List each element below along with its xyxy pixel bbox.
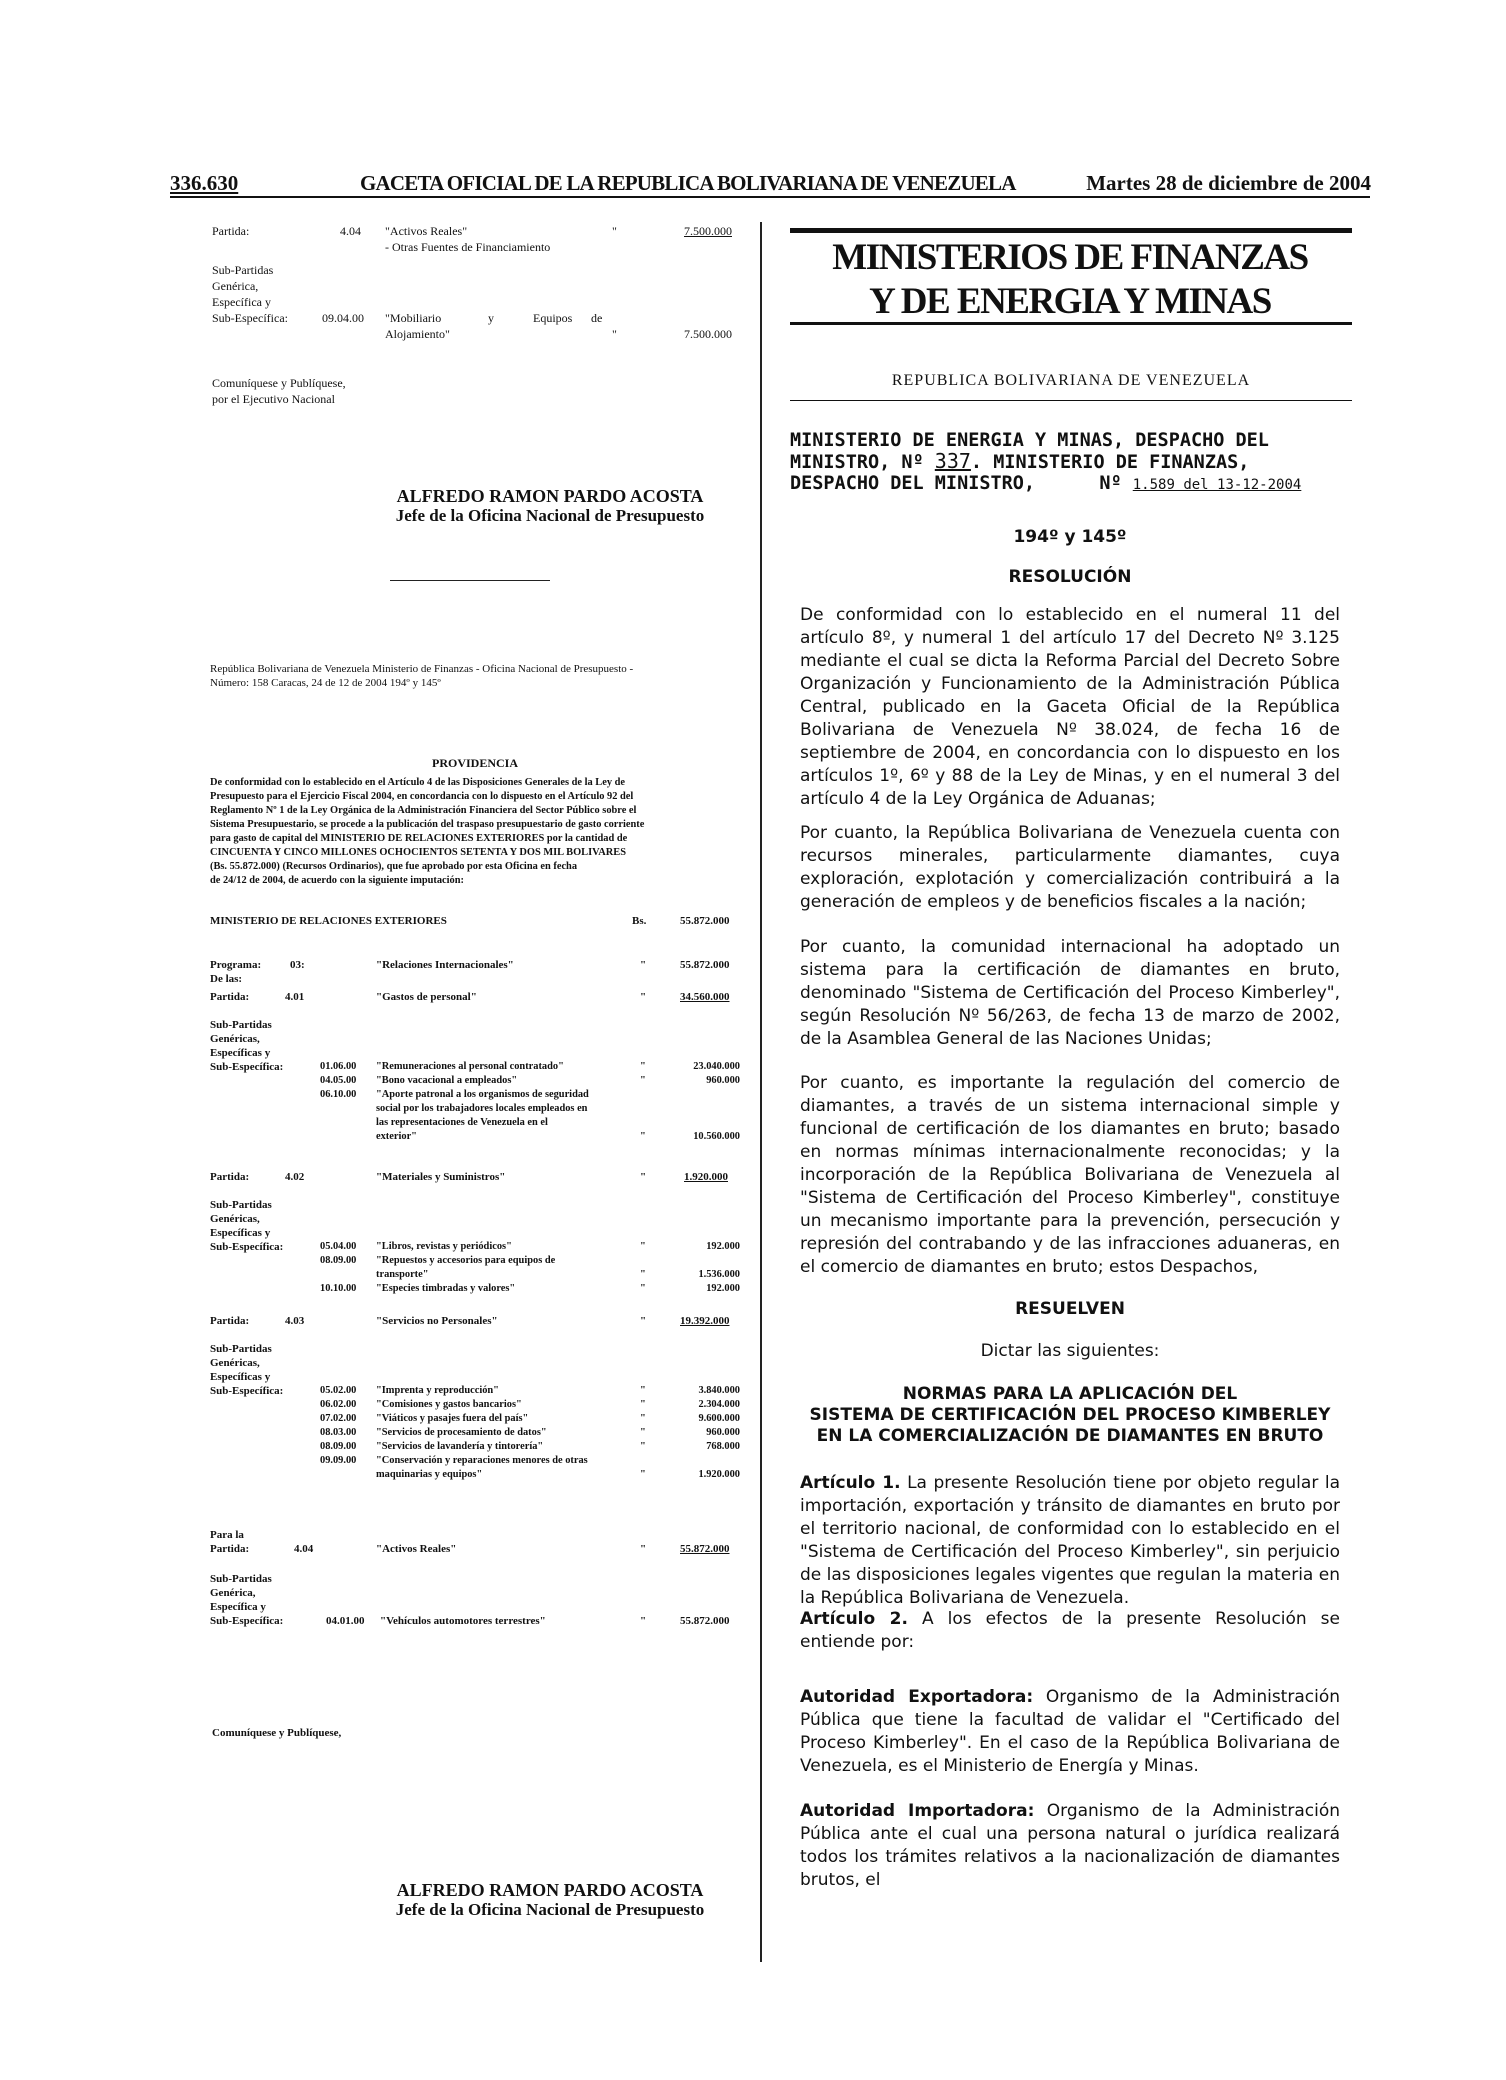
p3-label: Partida: — [210, 1315, 250, 1327]
programa-amount: 55.872.000 — [680, 959, 730, 971]
article-2-text: A los efectos de la presente Resolución se entiende por: — [800, 1609, 1341, 1652]
budget-item-quote: " — [640, 1469, 646, 1480]
ministry-dispatch-block — [790, 430, 1350, 496]
article-1 — [800, 1472, 1340, 1610]
signature-separator — [390, 580, 550, 581]
budget-item-amount: 192.000 — [706, 1241, 740, 1252]
ministries-title-line-1: MINISTERIOS DE FINANZAS — [832, 237, 1308, 278]
p1-quote: " — [640, 991, 647, 1003]
p4-item-desc: "Vehículos automotores terrestres" — [380, 1615, 546, 1627]
p4-quote: " — [640, 1543, 647, 1555]
budget-item-quote: " — [640, 1283, 646, 1294]
p1-item-list — [320, 1060, 740, 1144]
p2-quote: " — [640, 1171, 647, 1183]
sub-label-2: Genérica, — [212, 279, 259, 293]
ministries-title — [790, 236, 1350, 324]
budget-item-quote: " — [640, 1075, 646, 1086]
p3-desc: "Servicios no Personales" — [376, 1315, 498, 1327]
ministry-line-2b: . MINISTERIO DE FINANZAS, — [970, 452, 1250, 473]
considering-para-1 — [800, 604, 1340, 811]
budget-item-amount: 960.000 — [706, 1427, 740, 1438]
budget-item-row — [320, 1254, 740, 1268]
ministry-line-3a: DESPACHO DEL MINISTRO, — [790, 473, 1036, 494]
dictar-line: Dictar las siguientes: — [980, 1341, 1160, 1361]
budget-item-desc: "Imprenta y reproducción" — [376, 1385, 499, 1396]
budget-item-code: 06.02.00 — [320, 1399, 357, 1410]
budget-item-row — [320, 1468, 740, 1482]
sub-label-3: Específica y — [212, 295, 271, 309]
p2-desc: "Materiales y Suministros" — [376, 1171, 506, 1183]
budget-item-row — [320, 1116, 740, 1130]
resuelven-heading: RESUELVEN — [1015, 1299, 1125, 1319]
budget-item-code: 08.03.00 — [320, 1427, 357, 1438]
budget-item-code: 04.05.00 — [320, 1075, 357, 1086]
programa-desc: "Relaciones Internacionales" — [376, 959, 514, 971]
p4-label: Partida: — [210, 1543, 250, 1555]
budget-item-amount: 23.040.000 — [693, 1061, 740, 1072]
budget-item-desc: "Servicios de procesamiento de datos" — [376, 1427, 547, 1438]
partida-label: Partida: — [212, 224, 250, 238]
providencia-body-line: de 24/12 de 2004, de acuerdo con la siguiente imputación: — [210, 875, 464, 886]
budget-item-row — [320, 1130, 740, 1144]
def-1-text: Organismo de la Administración Pública que tiene la facultad de validar el "Certificado del Proceso Kimberley". En el caso de la República Bolivariana de Venezuela, es el Ministerio de Energía y Minas. — [800, 1687, 1340, 1776]
p1-desc: "Gastos de personal" — [376, 991, 477, 1003]
budget-item-code: 01.06.00 — [320, 1061, 357, 1072]
budget-item-row — [320, 1282, 740, 1296]
p4-amount: 55.872.000 — [680, 1543, 730, 1555]
ministry-number-2: 1.589 del 13-12-2004 — [1132, 477, 1302, 493]
p3-item-list — [320, 1384, 740, 1482]
budget-item-desc: "Bono vacacional a empleados" — [376, 1075, 518, 1086]
budget-item-code: 07.02.00 — [320, 1413, 357, 1424]
budget-item-desc: "Especies timbradas y valores" — [376, 1283, 516, 1294]
providencia-body-line: para gasto de capital del MINISTERIO DE RELACIONES EXTERIORES por la cantidad de — [210, 833, 628, 844]
sub-desc-1: "Mobiliario — [385, 311, 442, 325]
republic-rule — [790, 400, 1352, 401]
budget-item-row — [320, 1240, 740, 1254]
budget-item-amount: 9.600.000 — [698, 1413, 740, 1424]
ministries-title-line-2: Y DE ENERGIA Y MINAS — [869, 281, 1271, 322]
budget-item-row — [320, 1440, 740, 1454]
p4-desc: "Activos Reales" — [376, 1543, 457, 1555]
sub-code: 09.04.00 — [322, 311, 364, 325]
budget-item-desc: maquinarias y equipos" — [376, 1469, 483, 1480]
delas-label: De las: — [210, 973, 243, 985]
budget-item-code: 10.10.00 — [320, 1283, 357, 1294]
budget-item-row — [320, 1454, 740, 1468]
p3-sub-label-2: Genéricas, — [210, 1357, 260, 1369]
budget-item-quote: " — [640, 1413, 646, 1424]
sub-label-1: Sub-Partidas — [212, 263, 274, 277]
programa-quote: " — [640, 959, 647, 971]
signer-name-top: ALFREDO RAMON PARDO ACOSTA — [396, 486, 704, 506]
p4-item-amount: 55.872.000 — [680, 1615, 730, 1627]
budget-item-desc: las representaciones de Venezuela en el — [376, 1117, 548, 1128]
title-rule-bottom — [790, 322, 1352, 325]
para-4-text: Por cuanto, es importante la regulación del comercio de diamantes, a través de un sistema internacional simple y funcional de certificación de los diamantes en bruto; basado en normas mínimas internacionalmente reconocidas; y la incorporación de la República Bolivariana de Venezuela al "Sistema de Certificación del Proceso Kimberley", constituye un mecanismo importante para la prevención, persecución y represión del contrabando y de las infracciones aduaneras, en el comercio de diamantes en bruto; estos Despachos, — [800, 1073, 1340, 1277]
considering-para-3 — [800, 936, 1340, 1051]
budget-item-row — [320, 1268, 740, 1282]
norms-title-line-3: EN LA COMERCIALIZACIÓN DE DIAMANTES EN BRUTO — [816, 1426, 1324, 1446]
budget-item-quote: " — [640, 1399, 646, 1410]
def-2-text: Organismo de la Administración Pública ante el cual una persona natural o jurídica realizará todos los trámites relativos a la nacionalización de diamantes brutos, el — [800, 1801, 1341, 1890]
considering-para-4 — [800, 1072, 1340, 1279]
budget-item-quote: " — [640, 1427, 646, 1438]
def-1-label: Autoridad Exportadora: — [800, 1687, 1034, 1707]
bs-label: Bs. — [632, 915, 647, 927]
p3-quote: " — [640, 1315, 647, 1327]
para-3-text: Por cuanto, la comunidad internacional ha adoptado un sistema para la certificación de diamantes en bruto, denominado "Sistema de Certificación del Proceso Kimberley", según Resolución Nº 56/263, de fecha 13 de marzo de 2002, de la Asamblea General de las Naciones Unidas; — [800, 937, 1340, 1049]
programa-code: 03: — [290, 959, 305, 971]
p2-sub-label-2: Genéricas, — [210, 1213, 260, 1225]
providencia-body — [210, 776, 740, 888]
p3-sub-label-3: Específicas y — [210, 1371, 271, 1383]
providencia-title: PROVIDENCIA — [431, 756, 518, 770]
definition-exportadora — [800, 1686, 1340, 1778]
gazette-title: GACETA OFICIAL DE LA REPUBLICA BOLIVARIANA DE VENEZUELA — [360, 171, 1016, 195]
comuniquese-2: por el Ejecutivo Nacional — [212, 392, 335, 406]
p2-sub-label-1: Sub-Partidas — [210, 1199, 272, 1211]
ministry-name: MINISTERIO DE RELACIONES EXTERIORES — [210, 915, 447, 927]
budget-item-amount: 3.840.000 — [698, 1385, 740, 1396]
para-2-text: Por cuanto, la República Bolivariana de Venezuela cuenta con recursos minerales, particularmente diamantes, cuya exploración, explotación y comercialización contribuirá a la generación de empleos y de beneficios fiscales a la nación; — [800, 823, 1340, 912]
ministry-line-2a: MINISTRO, Nº — [790, 452, 924, 473]
considering-para-2 — [800, 822, 1340, 914]
p2-sub-label-3: Específicas y — [210, 1227, 271, 1239]
sub-desc-de: de — [591, 311, 603, 325]
budget-item-row — [320, 1426, 740, 1440]
p1-sub-label-4: Sub-Específica: — [210, 1061, 284, 1073]
ministry-line-3 — [790, 473, 1350, 496]
signer-title-top: Jefe de la Oficina Nacional de Presupuesto — [395, 506, 705, 525]
signer-title-bottom: Jefe de la Oficina Nacional de Presupuesto — [395, 1900, 705, 1919]
budget-item-amount: 2.304.000 — [698, 1399, 740, 1410]
page-number: 336.630 — [170, 171, 239, 195]
comuniquese-1: Comuníquese y Publíquese, — [212, 376, 346, 390]
budget-item-amount: 768.000 — [706, 1441, 740, 1452]
providencia-body-line: (Bs. 55.872.000) (Recursos Ordinarios), que fue aprobado por esta Oficina en fecha — [210, 861, 578, 872]
p2-label: Partida: — [210, 1171, 250, 1183]
budget-item-desc: "Viáticos y pasajes fuera del país" — [376, 1413, 529, 1424]
article-1-text: La presente Resolución tiene por objeto regular la importación, exportación y tránsito de diamantes en bruto por el territorio nacional, de conformidad con lo establecido en el "Sistema de Certificación del Proceso Kimberley", sin perjuicio de las disposiciones legales vigentes que regulan la materia en la República Bolivariana de Venezuela. — [800, 1473, 1340, 1608]
other-sources: - Otras Fuentes de Financiamiento — [385, 240, 551, 254]
budget-item-quote: " — [640, 1241, 646, 1252]
p3-sub-label-4: Sub-Específica: — [210, 1385, 284, 1397]
budget-item-quote: " — [640, 1269, 646, 1280]
p2-code: 4.02 — [285, 1171, 305, 1183]
column-divider — [760, 222, 762, 1962]
budget-item-quote: " — [640, 1131, 646, 1142]
budget-item-code: 06.10.00 — [320, 1089, 357, 1100]
budget-item-row — [320, 1088, 740, 1102]
budget-item-quote: " — [640, 1385, 646, 1396]
issue-date: Martes 28 de diciembre de 2004 — [1086, 171, 1371, 195]
p1-sub-label-3: Específicas y — [210, 1047, 271, 1059]
budget-item-row — [320, 1102, 740, 1116]
article-2-label: Artículo 2. — [800, 1609, 908, 1629]
budget-item-code: 05.02.00 — [320, 1385, 357, 1396]
partida-quote: " — [612, 224, 617, 238]
ministry-line-3b: Nº — [1099, 473, 1122, 494]
article-2 — [800, 1608, 1340, 1654]
providencia-body-line: Reglamento Nº 1 de la Ley Orgánica de la Administración Financiera del Sector Público sobre el — [210, 805, 637, 816]
budget-item-code: 08.09.00 — [320, 1441, 357, 1452]
republic-heading: REPUBLICA BOLIVARIANA DE VENEZUELA — [891, 372, 1251, 389]
sub-quote: " — [612, 327, 617, 341]
budget-item-desc: transporte" — [376, 1269, 429, 1280]
budget-item-amount: 960.000 — [706, 1075, 740, 1086]
ref-line-1: República Bolivariana de Venezuela Ministerio de Finanzas - Oficina Nacional de Presupuesto - — [210, 663, 634, 675]
budget-item-amount: 1.536.000 — [698, 1269, 740, 1280]
budget-item-desc: social por los trabajadores locales empleados en — [376, 1103, 588, 1114]
budget-item-row — [320, 1398, 740, 1412]
partida-amount: 7.500.000 — [684, 224, 732, 238]
p1-code: 4.01 — [285, 991, 305, 1003]
title-rule-top — [790, 228, 1352, 233]
header-rule — [170, 196, 1370, 198]
budget-item-code: 05.04.00 — [320, 1241, 357, 1252]
sub-amount: 7.500.000 — [684, 327, 732, 341]
p4-sub-label-3: Específica y — [210, 1601, 266, 1613]
norms-title-line-2: SISTEMA DE CERTIFICACIÓN DEL PROCESO KIMBERLEY — [809, 1405, 1331, 1425]
ministry-number-1: 337 — [934, 449, 971, 473]
budget-item-desc: "Aporte patronal a los organismos de seguridad — [376, 1089, 589, 1100]
p4-sub-label-1: Sub-Partidas — [210, 1573, 272, 1585]
budget-item-code: 08.09.00 — [320, 1255, 357, 1266]
p4-sub-label-4: Sub-Específica: — [210, 1615, 284, 1627]
partida-code: 4.04 — [340, 224, 361, 238]
programa-label: Programa: — [210, 959, 262, 971]
ministry-line-2 — [790, 451, 1350, 473]
providencia-body-line: Presupuesto para el Ejercicio Fiscal 2004, en concordancia con lo dispuesto en el Artículo 92 del — [210, 791, 634, 802]
budget-item-desc: "Comisiones y gastos bancarios" — [376, 1399, 522, 1410]
budget-item-desc: exterior" — [376, 1131, 417, 1142]
p4-item-code: 04.01.00 — [326, 1615, 365, 1627]
p1-sub-label-2: Genéricas, — [210, 1033, 260, 1045]
budget-item-row — [320, 1412, 740, 1426]
p1-label: Partida: — [210, 991, 250, 1003]
budget-item-desc: "Conservación y reparaciones menores de otras — [376, 1455, 588, 1466]
budget-item-amount: 192.000 — [706, 1283, 740, 1294]
norms-title — [800, 1384, 1340, 1447]
budget-item-desc: "Remuneraciones al personal contratado" — [376, 1061, 564, 1072]
ref-line-2: Número: 158 Caracas, 24 de 12 de 2004 194º y 145º — [210, 677, 441, 689]
p2-amount: 1.920.000 — [684, 1171, 728, 1183]
p1-amount: 34.560.000 — [680, 991, 730, 1003]
p4-item-quote: " — [640, 1615, 647, 1627]
para-la: Para la — [210, 1529, 244, 1541]
norms-title-line-1: NORMAS PARA LA APLICACIÓN DEL — [902, 1384, 1238, 1404]
budget-item-desc: "Libros, revistas y periódicos" — [376, 1241, 512, 1252]
budget-item-row — [320, 1060, 740, 1074]
providencia-body-line: De conformidad con lo establecido en el Artículo 4 de las Disposiciones Generales de la Ley de — [210, 777, 626, 788]
resolucion-heading: RESOLUCIÓN — [1008, 567, 1132, 587]
p3-sub-label-1: Sub-Partidas — [210, 1343, 272, 1355]
budget-item-desc: "Repuestos y accesorios para equipos de — [376, 1255, 556, 1266]
sub-desc-2: Alojamiento" — [385, 327, 450, 341]
budget-item-amount: 10.560.000 — [693, 1131, 740, 1142]
para-1-text: De conformidad con lo establecido en el numeral 11 del artículo 8º, y numeral 1 del artículo 17 del Decreto Nº 3.125 mediante el cual se dicta la Reforma Parcial del Decreto Sobre Organización y Funcionamiento de la Administración Pública Central, publicado en la Gaceta Oficial de la República Bolivariana de Venezuela Nº 38.024, de fecha 16 de septiembre de 2004, en concordancia con lo dispuesto en los artículos 1º, 6º y 88 de la Ley de Minas, y en el numeral 3 del artículo 4 de la Ley Orgánica de Aduanas; — [800, 605, 1340, 809]
partida-desc: "Activos Reales" — [385, 224, 468, 238]
p2-sub-label-4: Sub-Específica: — [210, 1241, 284, 1253]
p1-sub-label-1: Sub-Partidas — [210, 1019, 272, 1031]
signer-name-bottom: ALFREDO RAMON PARDO ACOSTA — [396, 1880, 704, 1900]
p3-code: 4.03 — [285, 1315, 305, 1327]
budget-item-quote: " — [640, 1061, 646, 1072]
budget-item-code: 09.09.00 — [320, 1455, 357, 1466]
budget-item-amount: 1.920.000 — [698, 1469, 740, 1480]
budget-item-quote: " — [640, 1441, 646, 1452]
ministry-total: 55.872.000 — [680, 915, 730, 927]
budget-item-row — [320, 1074, 740, 1088]
p4-sub-label-2: Genérica, — [210, 1587, 256, 1599]
providencia-body-line: Sistema Presupuestario, se procede a la publicación del traspaso presupuestario de gasto corriente — [210, 819, 645, 830]
sub-label-4: Sub-Específica: — [212, 311, 288, 325]
sub-desc-equipos: Equipos — [533, 311, 573, 325]
budget-item-row — [320, 1384, 740, 1398]
definition-importadora — [800, 1800, 1340, 1892]
p4-code: 4.04 — [294, 1543, 314, 1555]
p3-amount: 19.392.000 — [680, 1315, 730, 1327]
def-2-label: Autoridad Importadora: — [800, 1801, 1035, 1821]
comuniquese-bottom: Comuníquese y Publíquese, — [212, 1727, 342, 1739]
article-1-label: Artículo 1. — [800, 1473, 901, 1493]
years-heading: 194º y 145º — [1013, 527, 1127, 547]
providencia-body-line: CINCUENTA Y CINCO MILLONES OCHOCIENTOS SETENTA Y DOS MIL BOLIVARES — [210, 847, 627, 858]
sub-desc-y: y — [488, 311, 494, 325]
ministry-line-1: MINISTERIO DE ENERGIA Y MINAS, DESPACHO DEL — [790, 430, 1269, 451]
p2-item-list — [320, 1240, 740, 1296]
budget-item-desc: "Servicios de lavandería y tintorería" — [376, 1441, 544, 1452]
